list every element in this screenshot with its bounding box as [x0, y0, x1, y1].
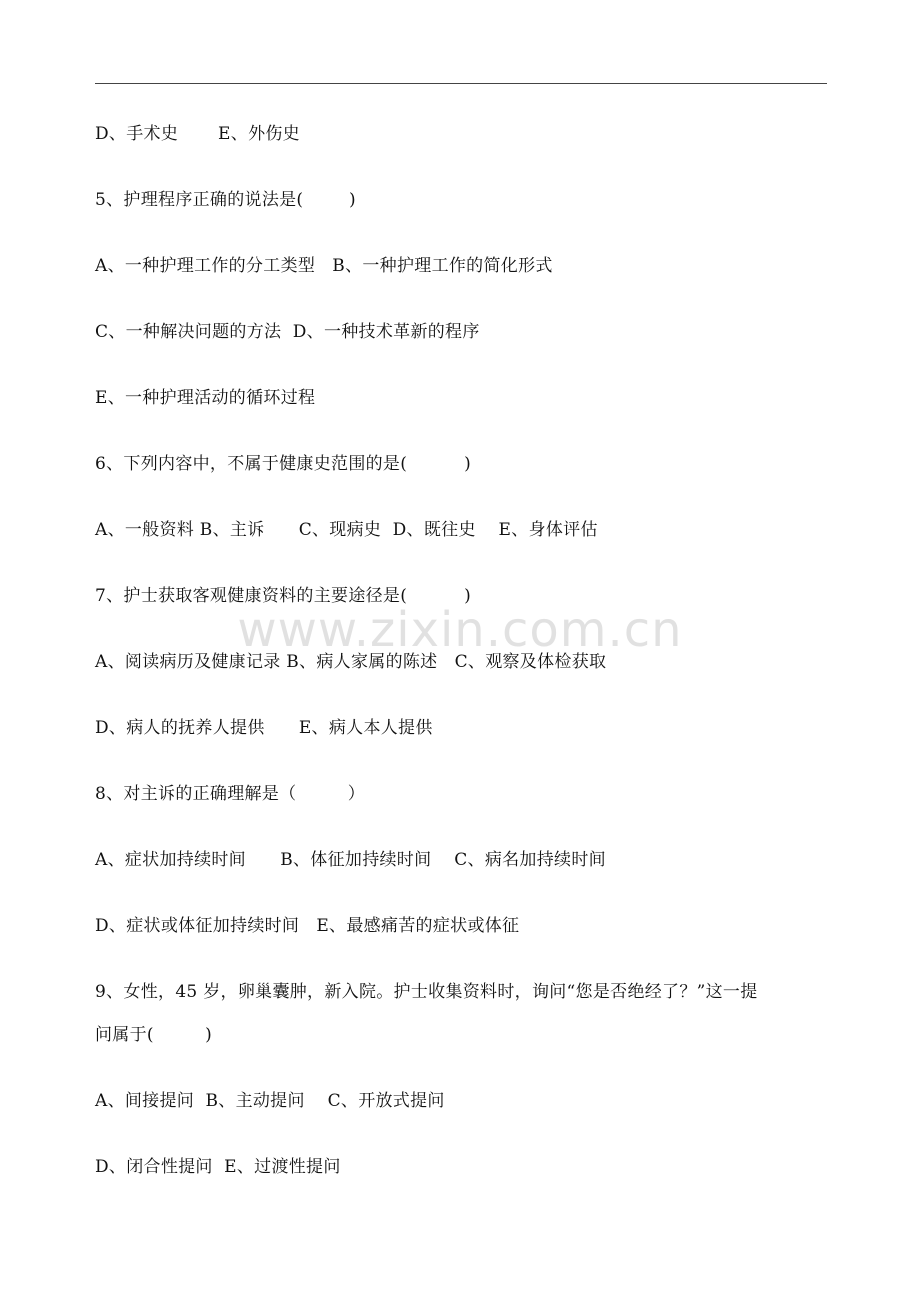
option-line-q8-abc: A、症状加持续时间 B、体征加持续时间 C、病名加持续时间	[95, 850, 606, 870]
option-line-q7-abc: A、阅读病历及健康记录 B、病人家属的陈述 C、观察及体检获取	[95, 652, 607, 672]
question-6: 6、下列内容中，不属于健康史范围的是( )	[95, 454, 472, 474]
option-line-q8-de: D、症状或体征加持续时间 E、最感痛苦的症状或体征	[95, 916, 520, 936]
option-line-q4-de: D、手术史 E、外伤史	[95, 124, 300, 144]
option-line-q5-cd: C、一种解决问题的方法 D、一种技术革新的程序	[95, 322, 480, 342]
option-line-q5-ab: A、一种护理工作的分工类型 B、一种护理工作的简化形式	[95, 256, 553, 276]
watermark: www.zixin.com.cn	[237, 602, 683, 658]
option-line-q6: A、一般资料 B、主诉 C、现病史 D、既往史 E、身体评估	[95, 520, 598, 540]
question-9-continued: 问属于( )	[95, 1025, 213, 1045]
option-line-q5-e: E、一种护理活动的循环过程	[95, 388, 316, 408]
option-line-q9-abc: A、间接提问 B、主动提问 C、开放式提问	[95, 1091, 445, 1111]
question-5: 5、护理程序正确的说法是( )	[95, 190, 356, 210]
question-7: 7、护士获取客观健康资料的主要途径是( )	[95, 586, 472, 606]
option-line-q9-de: D、闭合性提问 E、过渡性提问	[95, 1157, 341, 1177]
header-rule	[95, 83, 827, 84]
question-9: 9、女性，45 岁，卵巢囊肿，新入院。护士收集资料时，询问“您是否绝经了？”这一提	[95, 982, 758, 1002]
option-line-q7-de: D、病人的抚养人提供 E、病人本人提供	[95, 718, 433, 738]
question-8: 8、对主诉的正确理解是（ ）	[95, 784, 366, 804]
